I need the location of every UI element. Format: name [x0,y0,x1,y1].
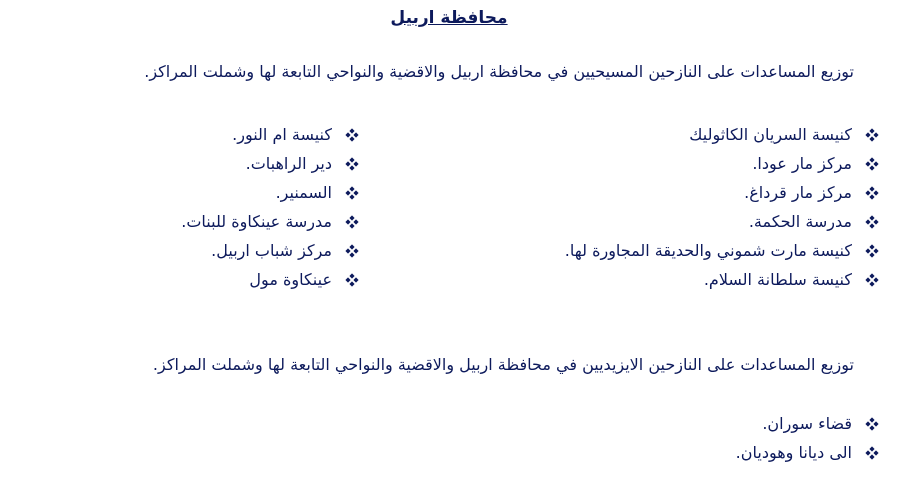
list-item: كنيسة السريان الكاثوليك [504,120,884,149]
list-item: السمنير. [34,178,364,207]
four-diamond-bullet-icon [860,446,884,460]
four-diamond-bullet-icon [860,215,884,229]
list-item: الى ديانا وهوديان. [504,438,884,467]
four-diamond-bullet-icon [340,157,364,171]
four-diamond-bullet-icon [860,273,884,287]
four-diamond-bullet-icon [340,244,364,258]
four-diamond-bullet-icon [860,186,884,200]
four-diamond-bullet-icon [860,417,884,431]
list-item: مدرسة الحكمة. [504,207,884,236]
list-item: دير الراهبات. [34,149,364,178]
list-item: قضاء سوران. [504,409,884,438]
four-diamond-bullet-icon [860,244,884,258]
four-diamond-bullet-icon [340,215,364,229]
christian-aid-intro: توزيع المساعدات على النازحين المسيحيين في محافظة اربيل والاقضية والنواحي التابعة لها وشملت المراكز. [144,62,854,81]
list-item: مركز مار عودا. [504,149,884,178]
four-diamond-bullet-icon [340,186,364,200]
christian-centers-list-left [34,120,364,294]
page-title: محافظة اربيل [390,8,508,28]
four-diamond-bullet-icon [860,157,884,171]
list-item: عينكاوة مول [34,265,364,294]
list-item: كنيسة سلطانة السلام. [504,265,884,294]
four-diamond-bullet-icon [340,128,364,142]
list-item: مركز مار قرداغ. [504,178,884,207]
four-diamond-bullet-icon [860,128,884,142]
list-item: كنيسة ام النور. [34,120,364,149]
yazidi-centers-list [504,409,884,467]
christian-centers-list-right [504,120,884,294]
list-item: مركز شباب اربيل. [34,236,364,265]
four-diamond-bullet-icon [340,273,364,287]
yazidi-aid-intro: توزيع المساعدات على النازحين الايزيديين في محافظة اربيل والاقضية والنواحي التابعة لها وشملت المراكز. [152,355,854,374]
list-item: مدرسة عينكاوة للبنات. [34,207,364,236]
list-item: كنيسة مارت شموني والحديقة المجاورة لها. [504,236,884,265]
